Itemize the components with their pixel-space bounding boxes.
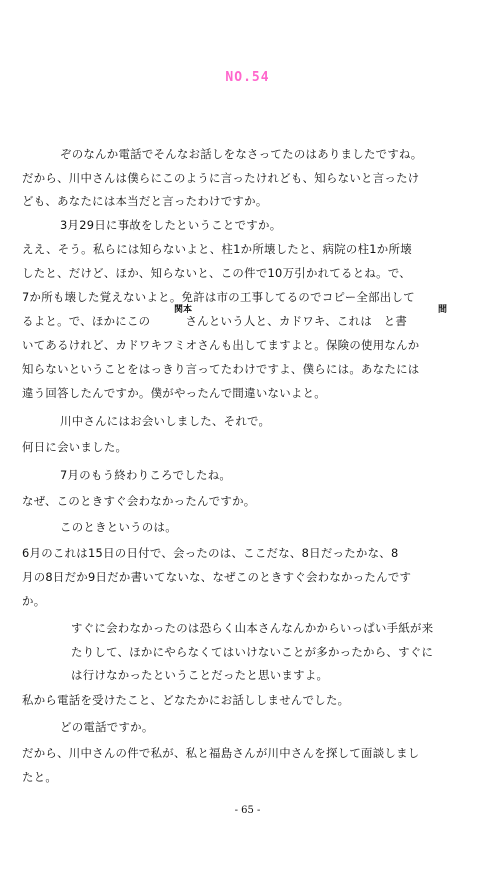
text-line: だから、川中さんは僕らにこのように言ったけれども、知らないと言ったけ xyxy=(22,171,420,185)
text-line: は行けなかったということだったと思いますよ。 xyxy=(71,668,329,682)
text-line: 月の8日だか9日だか書いてないな、なぜこのときすぐ会わなかったんです xyxy=(22,570,412,584)
text-line: このときというのは。 xyxy=(60,520,177,534)
text-line: ぞのなんか電話でそんなお話しをなさってたのはありましたですね。 xyxy=(60,147,423,161)
text-line: るよと。で、ほかにこの さんという人と、カドワキ、これは と書 xyxy=(22,314,408,328)
text-line: ども、あなたには本当だと言ったわけですか。 xyxy=(22,194,268,208)
text-line: たと。 xyxy=(22,770,58,784)
text-line: なぜ、このときすぐ会わなかったんですか。 xyxy=(22,494,256,508)
text-line: すぐに会わなかったのは恐らく山本さんなんかからいっぱい手紙が来 xyxy=(71,621,434,635)
text-line: か。 xyxy=(22,594,46,608)
text-line: 3月29日に事故をしたということですか。 xyxy=(60,218,282,232)
text-line: したと、だけど、ほか、知らないと、この件で10万引かれてるとね。で、 xyxy=(22,266,411,280)
text-line: いてあるけれど、カドワキフミオさんも出してますよと。保険の使用なんか xyxy=(22,338,420,352)
page-number: - 65 - xyxy=(234,805,261,816)
text-line: 7か所も壊した覚えないよと。免許は市の工事してるのでコピー全部出して xyxy=(22,290,415,304)
document-number: NO.54 xyxy=(225,70,270,85)
text-line: たりして、ほかにやらなくてはいけないことが多かったから、すぐに xyxy=(71,645,434,659)
text-line: ええ、そう。私らには知らないよと、柱1か所壊したと、病院の柱1か所壊 xyxy=(22,242,412,256)
text-line: 知らないということをはっきり言ってたわけですよ、僕らには。あなたには xyxy=(22,362,420,376)
text-line: どの電話ですか。 xyxy=(60,720,154,734)
text-line: 違う回答したんですか。僕がやったんで間違いないよと。 xyxy=(22,386,326,400)
text-line: 7月のもう終わりころでしたね。 xyxy=(60,468,232,482)
text-line: 私から電話を受けたこと、どなたかにお話ししませんでした。 xyxy=(22,693,350,707)
text-line: 何日に会いました。 xyxy=(22,440,128,454)
text-line: 6月のこれは15日の日付で、会ったのは、ここだな、8日だったかな、8 xyxy=(22,546,399,560)
handwritten-correction-name: 関本 xyxy=(174,305,193,315)
text-line: だから、川中さんの件で私が、私と福島さんが川中さんを探して面談しまし xyxy=(22,746,420,760)
handwritten-correction-char: 間 xyxy=(438,305,448,315)
text-line: 川中さんにはお会いしました、それで。 xyxy=(60,414,271,428)
